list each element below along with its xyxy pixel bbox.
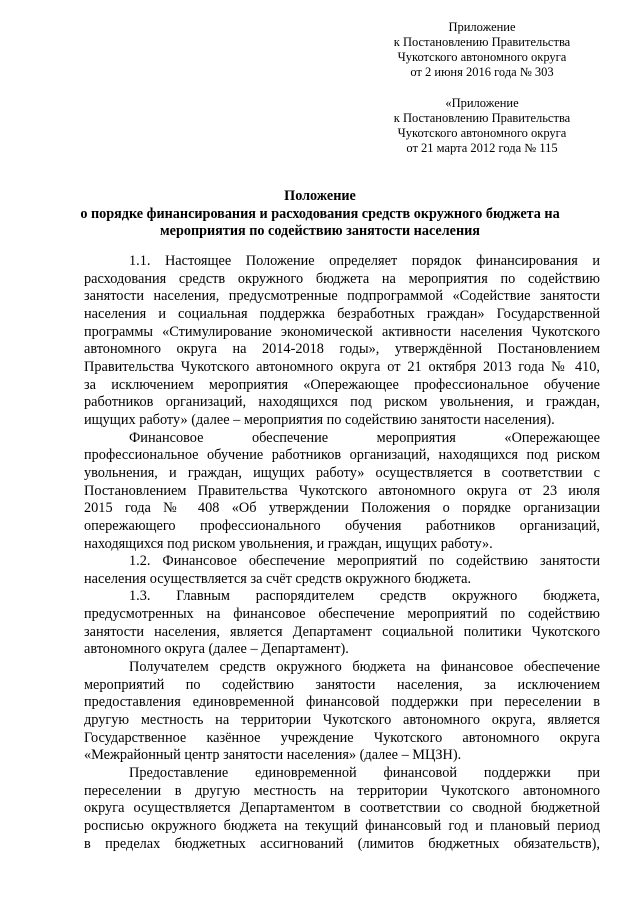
paragraph-line: переселении в другую местность на территории Чукотского автономного bbox=[84, 782, 600, 799]
paragraph-line: округа осуществляется Департаментом в соответствии со сводной бюджетной bbox=[84, 800, 600, 817]
paragraph-line: Правительства Чукотского автономного округа от 21 октября 2013 года № 410, bbox=[84, 358, 600, 375]
paragraph-line: 1.2. Финансовое обеспечение мероприятий по содействию занятости bbox=[129, 553, 600, 570]
paragraph-line: мероприятий по содействию занятости населения, за исключением bbox=[84, 676, 600, 693]
document-body bbox=[84, 253, 600, 853]
paragraph-line: опережающего профессионального обучения работников организаций, bbox=[84, 517, 600, 534]
body-paragraph bbox=[84, 659, 600, 765]
paragraph-line: населения осуществляется за счёт средств окружного бюджета. bbox=[84, 570, 472, 587]
paragraph-line: Получателем средств окружного бюджета на финансовое обеспечение bbox=[129, 659, 600, 676]
paragraph-line: 1.3. Главным распорядителем средств окружного бюджета, bbox=[129, 588, 600, 605]
appendix-line: от 21 марта 2012 года № 115 bbox=[406, 141, 558, 155]
paragraph-line: автономного округа (далее – Департамент). bbox=[84, 641, 349, 658]
paragraph-line: предусмотренных на финансовое обеспечение мероприятий по содействию bbox=[84, 606, 600, 623]
appendix-line: к Постановлению Правительства bbox=[393, 111, 571, 125]
paragraph-line: увольнения, и граждан, ищущих работу» осуществляется в соответствии с bbox=[84, 464, 600, 481]
paragraph-line: «Межрайонный центр занятости населения» (далее – МЦЗН). bbox=[84, 747, 462, 764]
paragraph-line: Постановлением Правительства Чукотского автономного округа от 23 июля bbox=[84, 482, 600, 499]
title-line: Положение bbox=[284, 188, 356, 204]
paragraph-line: занятости населения, предусмотренные подпрограммой «Содействие занятости bbox=[84, 288, 600, 305]
paragraph-line: росписью окружного бюджета на текущий финансовый год и плановый период bbox=[84, 818, 600, 834]
paragraph-line: 1.1. Настоящее Положение определяет порядок финансирования и bbox=[129, 253, 600, 269]
paragraph-line: предоставления единовременной финансовой поддержки при переселении в bbox=[84, 694, 600, 711]
paragraph-line: расходования средств окружного бюджета на мероприятия по содействию bbox=[84, 270, 600, 287]
paragraph-line: автономного округа на 2014-2018 годы», утверждённой Постановлением bbox=[84, 341, 600, 358]
appendix-line: Чукотского автономного округа bbox=[397, 126, 567, 140]
body-paragraph bbox=[84, 430, 600, 554]
document-title bbox=[40, 188, 600, 241]
paragraph-line: Государственное казённое учреждение Чукотского автономного округа bbox=[84, 729, 600, 746]
paragraph-line: Финансовое обеспечение мероприятия «Опережающее bbox=[129, 429, 600, 446]
body-paragraph bbox=[84, 588, 600, 659]
body-paragraph bbox=[84, 765, 600, 853]
appendix-heading-original bbox=[372, 96, 592, 156]
paragraph-line: 2015 года № 408 «Об утверждении Положения о порядке организации bbox=[84, 500, 600, 517]
title-line: о порядке финансирования и расходования средств окружного бюджета на bbox=[80, 205, 560, 222]
paragraph-line: программы «Стимулирование экономической активности населения Чукотского bbox=[84, 323, 600, 340]
paragraph-line: ищущих работу» (далее – мероприятия по содействию занятости населения). bbox=[84, 411, 555, 428]
appendix-line: от 2 июня 2016 года № 303 bbox=[410, 65, 554, 79]
paragraph-line: работников организаций, находящихся под риском увольнения, и граждан, bbox=[84, 394, 600, 411]
paragraph-line: другую местность на территории Чукотского автономного округа, является bbox=[84, 712, 600, 729]
appendix-line: к Постановлению Правительства bbox=[393, 35, 571, 49]
body-paragraph bbox=[84, 553, 600, 588]
paragraph-line: Предоставление единовременной финансовой поддержки при bbox=[129, 765, 600, 782]
paragraph-line: в пределах бюджетных ассигнований (лимитов бюджетных обязательств), bbox=[84, 835, 600, 852]
appendix-heading-current bbox=[372, 20, 592, 80]
appendix-line: «Приложение bbox=[445, 96, 519, 110]
paragraph-line: за исключением мероприятия «Опережающее профессиональное обучение bbox=[84, 376, 600, 393]
title-line: мероприятия по содействию занятости населения bbox=[160, 223, 480, 239]
paragraph-line: находящихся под риском увольнения, и граждан, ищущих работу». bbox=[84, 535, 493, 552]
paragraph-line: занятости населения, является Департамент социальной политики Чукотского bbox=[84, 623, 600, 640]
body-paragraph bbox=[84, 253, 600, 430]
paragraph-line: профессиональное обучение работников организаций, находящихся под риском bbox=[84, 447, 600, 464]
appendix-line: Чукотского автономного округа bbox=[397, 50, 567, 64]
paragraph-line: населения и социальная поддержка безработных граждан» Государственной bbox=[84, 305, 600, 322]
appendix-line: Приложение bbox=[448, 20, 516, 34]
